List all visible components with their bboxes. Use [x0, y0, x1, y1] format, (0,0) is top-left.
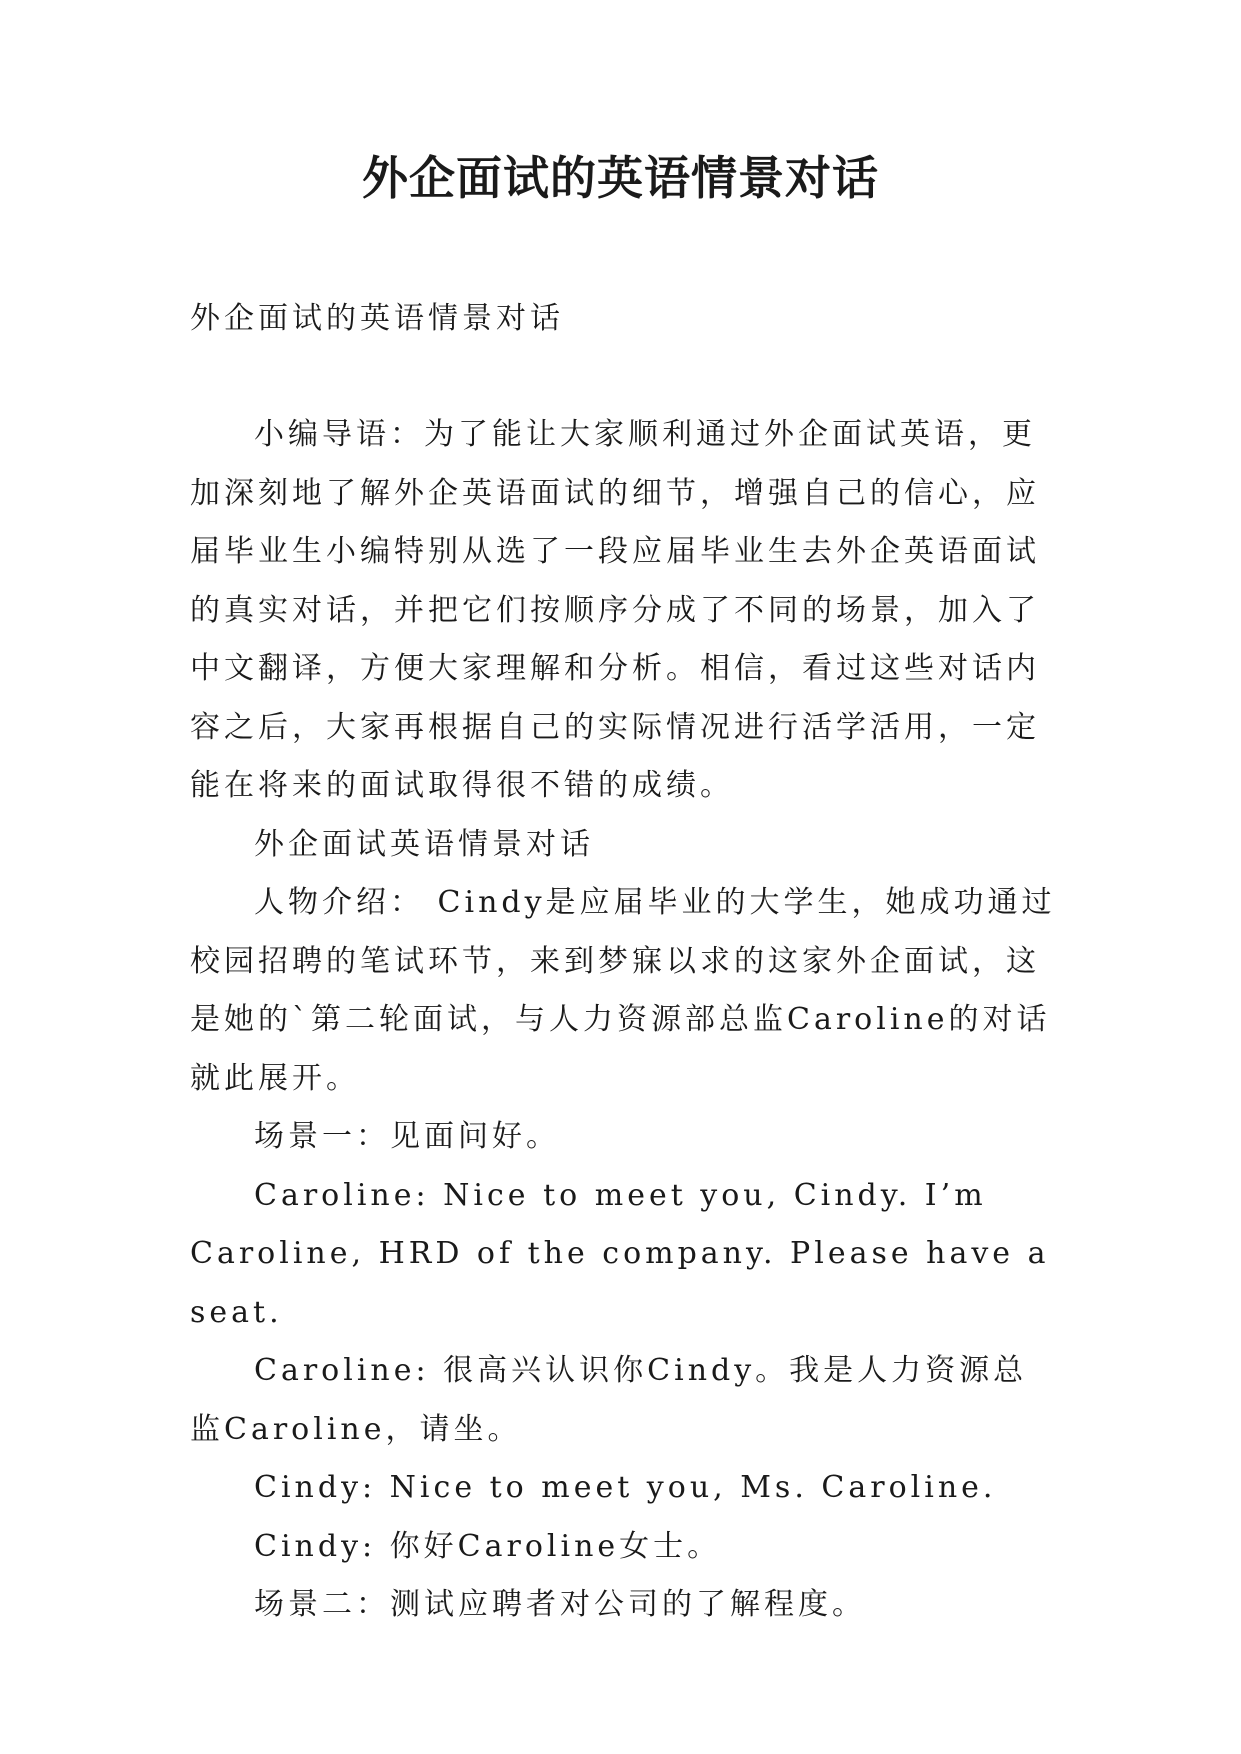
paragraph-scene-two: 场景二：测试应聘者对公司的了解程度。: [254, 1587, 866, 1622]
paragraph-scene-one: 场景一：见面问好。: [254, 1119, 560, 1154]
paragraph-dialogue: Caroline: 很高兴认识你Cindy。我是人力资源总监Caroline，请坐。: [190, 1353, 1028, 1447]
paragraph-dialogue: Cindy: 你好Caroline女士。: [254, 1528, 722, 1564]
paragraph-intro: 小编导语：为了能让大家顺利通过外企面试英语，更加深刻地了解外企英语面试的细节，增强自己的信心，应届毕业生小编特别从选了一段应届毕业生去外企英语面试的真实对话，并把它们按顺序分成了不同的场景，加入了中文翻译，方便大家理解和分析。相信，看过这些对话内容之后，大家再根据自己的实际情况进行活学活用，一定能在将来的面试取得很不错的成绩。: [190, 417, 1040, 803]
paragraph-dialogue: Caroline: Nice to meet you, Cindy. I’m Caroline, HRD of the company. Please have a seat.: [190, 1177, 1050, 1330]
document-body: [190, 406, 1056, 1635]
document-subtitle: 外企面试的英语情景对话: [190, 301, 564, 336]
paragraph-dialogue: Cindy: Nice to meet you, Ms. Caroline.: [254, 1470, 997, 1505]
paragraph-section-heading: 外企面试英语情景对话: [254, 826, 594, 862]
document-title: 外企面试的英语情景对话: [362, 151, 879, 205]
paragraph-characters: 人物介绍： Cindy是应届毕业的大学生，她成功通过校园招聘的笔试环节，来到梦寐以求的这家外企面试，这是她的`第二轮面试，与人力资源部总监Caroline的对话就此展开。: [190, 885, 1056, 1096]
